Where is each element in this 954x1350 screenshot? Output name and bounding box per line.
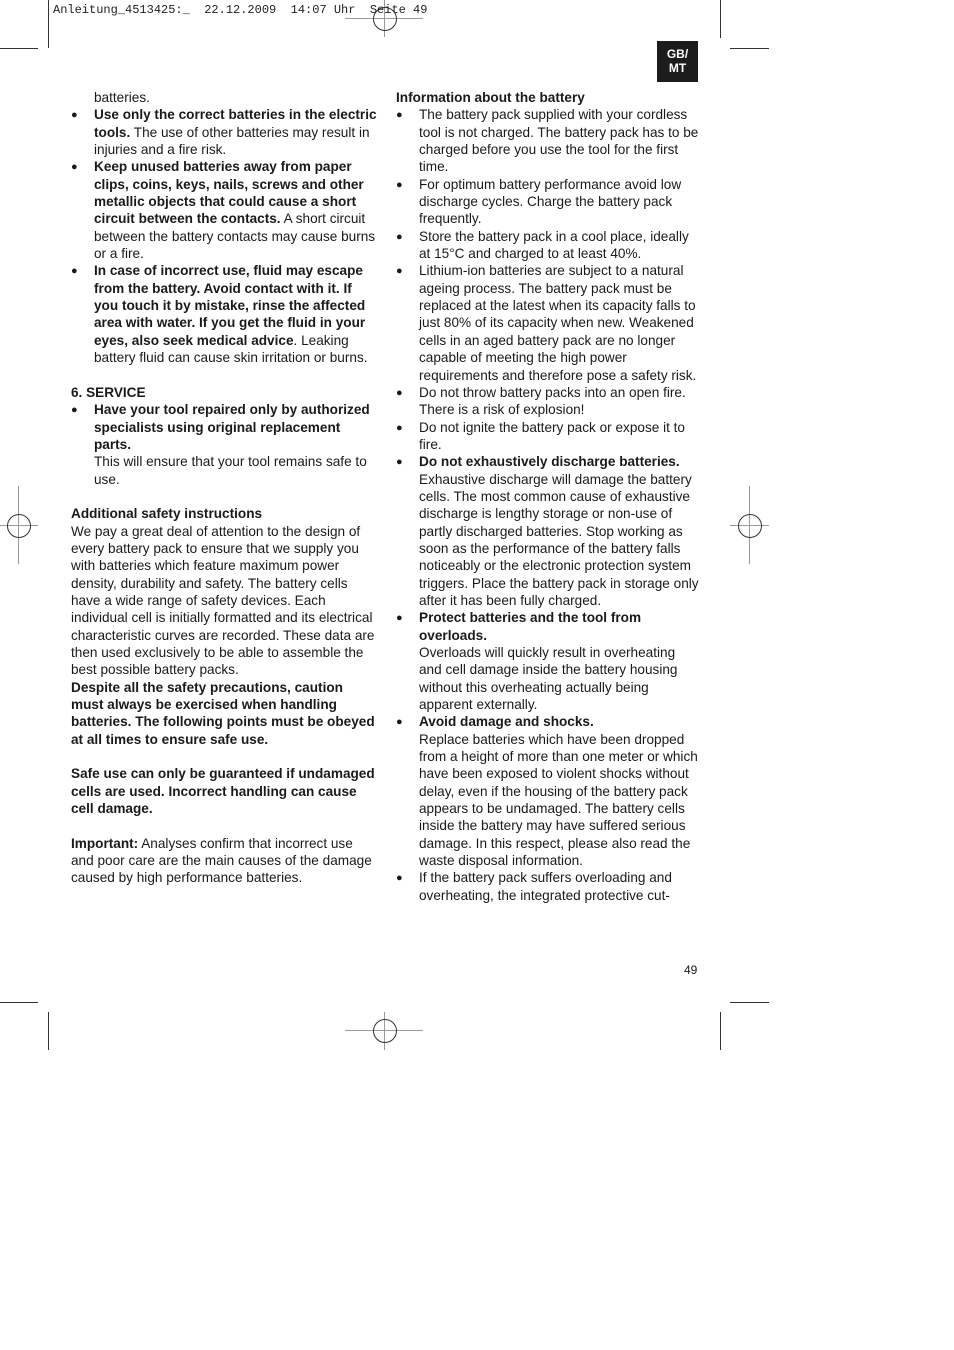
paragraph-bold: Despite all the safety precautions, caution must always be exercised when handling batteries. The following points must be obeyed at all times to ensure safe use. <box>71 679 375 747</box>
list-item: ● Have your tool repaired only by authorized specialists using original replacement parts. <box>71 401 377 453</box>
list-item: ● Do not throw battery packs into an open fire. There is a risk of explosion! <box>396 384 700 419</box>
crop-mark <box>720 1012 721 1050</box>
list-item: ● Protect batteries and the tool from overloads. <box>396 609 700 644</box>
crop-mark <box>730 1002 769 1003</box>
list-item <box>71 262 377 366</box>
important-label: Important: <box>71 835 139 851</box>
list-item: ● For optimum battery performance avoid low discharge cycles. Charge the battery pack frequently. <box>396 176 700 228</box>
spacer <box>71 488 377 505</box>
list-item: ● If the battery pack suffers overloading and overheating, the integrated protective cut- <box>396 869 700 904</box>
paragraph <box>71 835 377 887</box>
spacer <box>71 817 377 834</box>
list-item: ● Store the battery pack in a cool place, ideally at 15°C and charged to at least 40%. <box>396 228 700 263</box>
section-heading: 6. SERVICE <box>71 384 146 400</box>
paragraph: Replace batteries which have been dropped from a height of more than one meter or which have been exposed to violent shocks without delay, even if the housing of the battery pack appears to be undamaged. The battery cells inside the battery may have suffered serious damage. In this respect, please also read the waste disposal information. <box>419 731 698 869</box>
paragraph-bold: Safe use can only be guaranteed if undamaged cells are used. Incorrect handling can cause cell damage. <box>71 766 375 817</box>
print-slug: Anleitung_4513425:_ 22.12.2009 14:07 Uhr Seite 49 <box>53 3 428 17</box>
right-column <box>396 89 700 904</box>
list-item <box>71 106 377 158</box>
important-text: Analyses confirm that incorrect use and poor care are the main causes of the damage caused by high performance batteries. <box>71 835 372 886</box>
section-heading: Additional safety instructions <box>71 506 263 522</box>
registration-target <box>7 514 31 538</box>
registration-target <box>373 7 397 31</box>
continued-text: batteries. <box>94 90 150 105</box>
crop-mark <box>0 1002 38 1003</box>
bullet-bold-text: Keep unused batteries away from paper clips, coins, keys, nails, screws and other metallic objects that could cause a short circuit between the contacts. <box>94 159 364 227</box>
paragraph: Exhaustive discharge will damage the battery cells. The most common cause of exhaustive discharge is lengthy storage or non-use of partly discharged batteries. Stop working as soon as the performance of the battery falls noticeably or the electronic protection system triggers. Place the battery pack in storage only after it has been fully charged. <box>419 471 699 608</box>
paragraph: Overloads will quickly result in overheating and cell damage inside the battery housing without this overheating actually being apparent externally. <box>419 645 678 713</box>
spacer <box>71 748 377 765</box>
crop-mark <box>48 1012 49 1050</box>
bullet-text: A short circuit between the battery contacts may cause burns or a fire. <box>94 211 376 262</box>
list-item: ● Lithium-ion batteries are subject to a natural ageing process. The battery pack must be replaced at the latest when its capacity falls to just 80% of its capacity when new. Weakened cells in an aged battery pack are no longer capable of meeting the high power requirements and therefore pose a safety risk. <box>396 262 700 383</box>
list-item: ● Avoid damage and shocks. <box>396 713 700 730</box>
crop-mark <box>0 48 38 49</box>
list-item: ● The battery pack supplied with your cordless tool is not charged. The battery pack has to be charged before you use the tool for the first time. <box>396 106 700 175</box>
list-item: ● Do not exhaustively discharge batteries. <box>396 453 700 470</box>
spacer <box>71 367 377 384</box>
page-number: 49 <box>684 963 698 977</box>
list-item <box>71 158 377 262</box>
registration-target <box>373 1019 397 1043</box>
section-heading: Information about the battery <box>396 90 585 105</box>
paragraph: We pay a great deal of attention to the design of every battery pack to ensure that we supply you with batteries which feature maximum power density, durability and safety. The battery cells have a wide range of safety devices. Each individual cell is initially formatted and its electrical characteristic curves are recorded. These data are then used exclusively to be able to assemble the best possible battery packs. <box>71 523 375 678</box>
registration-target <box>738 514 762 538</box>
badge-line: MT <box>668 61 687 75</box>
left-column <box>71 89 377 887</box>
crop-mark <box>720 0 721 38</box>
paragraph: This will ensure that your tool remains safe to use. <box>94 454 367 487</box>
crop-mark <box>48 0 49 48</box>
crop-mark <box>730 48 769 49</box>
bullet-text: . Leaking battery fluid can cause skin irritation or burns. <box>94 332 368 366</box>
language-badge <box>657 41 698 82</box>
bullet-bold-text: In case of incorrect use, fluid may escape from the battery. Avoid contact with it. If you touch it by mistake, rinse the affected area with water. If you get the fluid in your eyes, also seek medical advice <box>94 263 366 348</box>
bullet-text: The use of other batteries may result in injuries and a fire risk. <box>94 124 370 158</box>
bullet-bold-text: Use only the correct batteries in the electric tools. <box>94 107 377 140</box>
badge-line: GB/ <box>666 47 689 61</box>
list-item: ● Do not ignite the battery pack or expose it to fire. <box>396 419 700 454</box>
